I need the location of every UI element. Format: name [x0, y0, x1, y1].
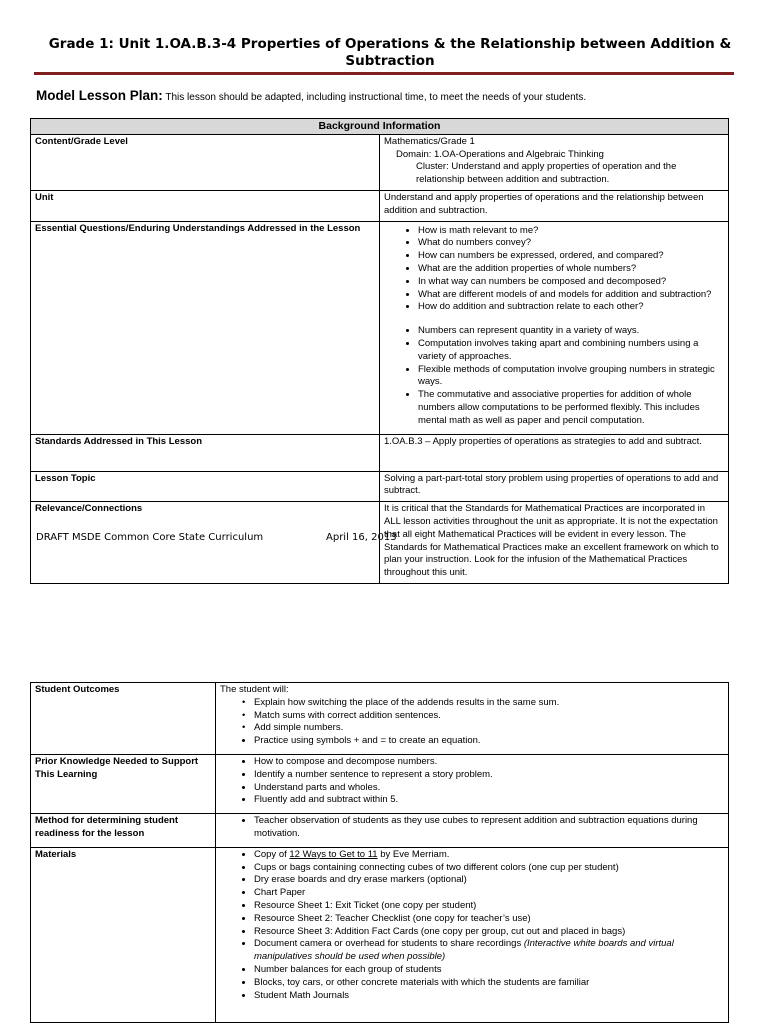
list-item: • Resource Sheet 1: Exit Ticket (one copy per student) [254, 900, 724, 913]
doc-cam-note: (Interactive white boards and virtual manipulatives should be used when possible) [254, 938, 674, 963]
list-item: • Flexible methods of computation involve grouping numbers in strategic ways. [418, 364, 724, 390]
materials-list [220, 849, 724, 1003]
content-grade-line1: Mathematics/Grade 1 [384, 135, 475, 147]
list-item: • Blocks, toy cars, or other concrete materials with which the students are familiar [254, 977, 724, 990]
list-item: • How to compose and decompose numbers. [254, 756, 724, 769]
materials-value [216, 847, 729, 1022]
list-item: • In what way can numbers be composed and decomposed? [418, 276, 724, 289]
title-rule [34, 72, 734, 75]
list-item: • Dry erase boards and dry erase markers (optional) [254, 874, 724, 887]
essential-questions-list [384, 225, 724, 315]
row-unit [31, 190, 729, 221]
standards-value: 1.OA.B.3 – Apply properties of operations as strategies to add and subtract. [380, 434, 729, 471]
list-item: • Identify a number sentence to represent a story problem. [254, 769, 724, 782]
list-item: • Cups or bags containing connecting cubes of two different colors (one cup per student) [254, 862, 724, 875]
list-item: • Match sums with correct addition sentences. [254, 710, 724, 723]
row-standards [31, 434, 729, 471]
list-item: • Document camera or overhead for students to share recordings (Interactive white boards and virtual manipulatives should be used when possible) [254, 938, 724, 964]
method-label: Method for determining student readiness for the lesson [31, 814, 216, 848]
row-method [31, 814, 729, 848]
list-item: • Fluently add and subtract within 5. [254, 794, 724, 807]
list-item: • How can numbers be expressed, ordered, and compared? [418, 250, 724, 263]
prior-label: Prior Knowledge Needed to Support This Learning [31, 754, 216, 813]
content-grade-label: Content/Grade Level [31, 134, 380, 190]
list-item: • What are the addition properties of whole numbers? [418, 263, 724, 276]
row-content-grade [31, 134, 729, 190]
background-table [30, 118, 729, 584]
list-item: • Add simple numbers. [254, 722, 724, 735]
list-item: • Numbers can represent quantity in a variety of ways. [418, 325, 724, 338]
list-item: • Computation involves taking apart and combining numbers using a variety of approaches. [418, 338, 724, 364]
content-grade-line3: Cluster: Understand and apply properties of operation and the relationship between addition and subtraction. [416, 161, 677, 186]
model-lesson-note [36, 88, 586, 103]
unit-label: Unit [31, 190, 380, 221]
background-header: Background Information [31, 119, 729, 135]
outcomes-value [216, 683, 729, 755]
outcomes-intro: The student will: [220, 684, 289, 695]
unit-value: Understand and apply properties of operations and the relationship between addition and subtraction. [380, 190, 729, 221]
model-lesson-label: Model Lesson Plan: [36, 88, 163, 103]
book-title: 12 Ways to Get to 11 [289, 848, 378, 860]
method-list [220, 815, 724, 841]
essential-label: Essential Questions/Enduring Understandings Addressed in the Lesson [31, 221, 380, 434]
row-prior [31, 754, 729, 813]
outcomes-list-2 [220, 735, 724, 748]
document-title: Grade 1: Unit 1.OA.B.3-4 Properties of Operations & the Relationship between Addition & Subtraction [48, 36, 732, 69]
outcomes-list [220, 697, 724, 735]
list-item: • Teacher observation of students as they use cubes to represent addition and subtraction equations during motivation. [254, 815, 724, 841]
row-materials [31, 847, 729, 1022]
lesson-details-table [30, 682, 729, 1023]
prior-list [220, 756, 724, 807]
enduring-understandings-list [384, 325, 724, 427]
list-item: • Number balances for each group of students [254, 964, 724, 977]
content-grade-value [380, 134, 729, 190]
relevance-value: It is critical that the Standards for Mathematical Practices are incorporated in ALL lesson activities throughout the unit as appropriate. It is not the expectation that all eight Mathematical Practices will be evident in every lesson. The Standards for Mathematical Practices make an excellent framework on which to plan your instruction. Look for the infusion of the Mathematical Practices throughout this unit. [380, 502, 729, 584]
row-topic [31, 471, 729, 502]
prior-value [216, 754, 729, 813]
method-value [216, 814, 729, 848]
list-item: • Resource Sheet 3: Addition Fact Cards (one copy per group, cut out and placed in bags) [254, 926, 724, 939]
row-essential [31, 221, 729, 434]
list-item: • Chart Paper [254, 887, 724, 900]
list-item: • Explain how switching the place of the addends results in the same sum. [254, 697, 724, 710]
list-item: • How is math relevant to me? [418, 225, 724, 238]
topic-value: Solving a part-part-total story problem using properties of operations to add and subtract. [380, 471, 729, 502]
footer-date: April 16, 2013 [326, 532, 397, 543]
model-lesson-text: This lesson should be adapted, including instructional time, to meet the needs of your students. [162, 92, 587, 103]
list-item: • Student Math Journals [254, 990, 724, 1003]
essential-value [380, 221, 729, 434]
standards-label: Standards Addressed in This Lesson [31, 434, 380, 471]
page-footer [36, 532, 397, 543]
list-item: • What do numbers convey? [418, 237, 724, 250]
list-item: • Resource Sheet 2: Teacher Checklist (one copy for teacher’s use) [254, 913, 724, 926]
relevance-label: Relevance/Connections [31, 502, 380, 584]
list-item: • Copy of 12 Ways to Get to 11 by Eve Merriam. [254, 849, 724, 862]
outcomes-label: Student Outcomes [31, 683, 216, 755]
list-item: • What are different models of and models for addition and subtraction? [418, 289, 724, 302]
list-item: • The commutative and associative properties for addition of whole numbers allow computations to be performed flexibly. This includes mental math as well as paper and pencil computation. [418, 389, 724, 427]
topic-label: Lesson Topic [31, 471, 380, 502]
materials-label: Materials [31, 847, 216, 1022]
list-item: • Practice using symbols + and = to create an equation. [254, 735, 724, 748]
row-outcomes [31, 683, 729, 755]
content-grade-line2: Domain: 1.OA-Operations and Algebraic Thinking [396, 148, 604, 160]
list-item: • How do addition and subtraction relate to each other? [418, 301, 724, 314]
footer-source: DRAFT MSDE Common Core State Curriculum [36, 532, 264, 543]
list-item: • Understand parts and wholes. [254, 782, 724, 795]
